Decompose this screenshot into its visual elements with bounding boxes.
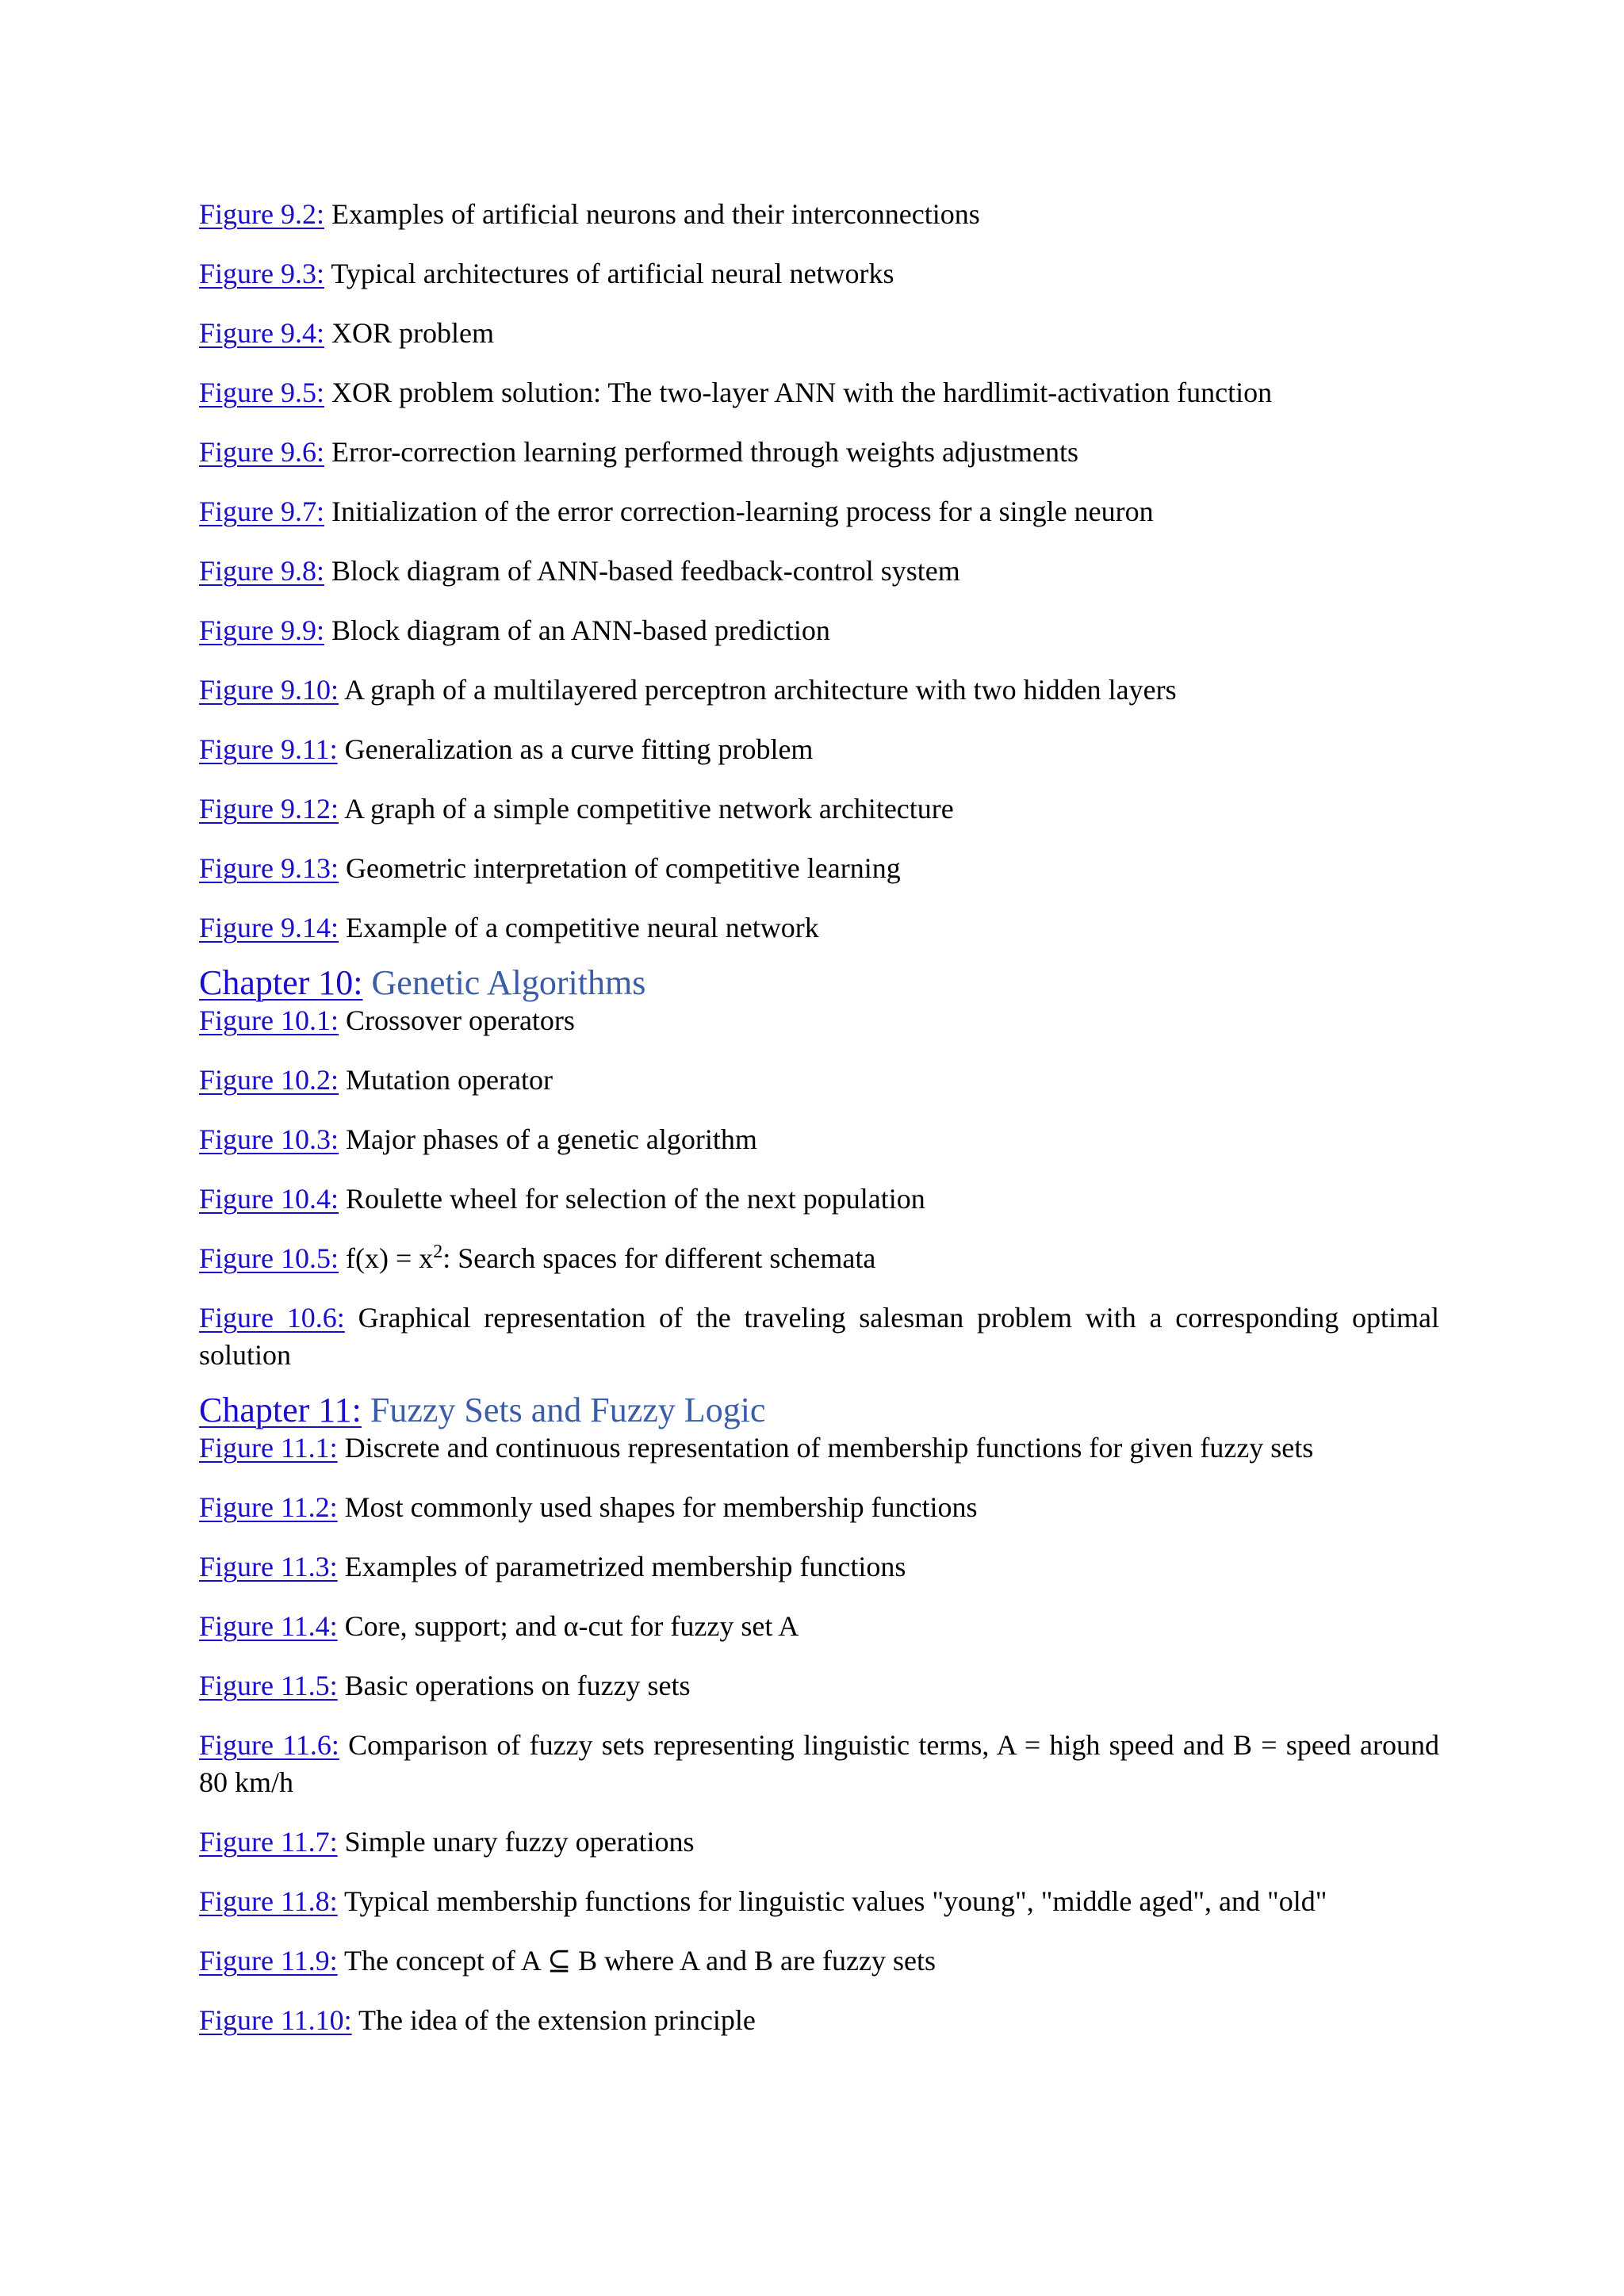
figure-caption: Major phases of a genetic algorithm	[339, 1123, 757, 1155]
figure-link[interactable]: Figure 10.4:	[199, 1183, 339, 1215]
figure-link[interactable]: Figure 9.10:	[199, 674, 339, 706]
figure-link[interactable]: Figure 9.13:	[199, 852, 339, 884]
figure-entry	[199, 731, 1439, 768]
figure-caption: Crossover operators	[339, 1004, 575, 1036]
figure-caption: Graphical representation of the traveling salesman problem with a corresponding optimal solution	[199, 1302, 1439, 1371]
chapter-heading	[199, 962, 1439, 1004]
section-chapter-9	[199, 196, 1439, 947]
figure-link[interactable]: Figure 9.7:	[199, 496, 324, 527]
figure-link[interactable]: Figure 11.5:	[199, 1670, 338, 1701]
figure-caption: Mutation operator	[339, 1064, 553, 1096]
figure-link[interactable]: Figure 9.9:	[199, 614, 324, 646]
figure-caption: Most commonly used shapes for membership functions	[337, 1491, 978, 1523]
figure-entry	[199, 1489, 1439, 1526]
figure-link[interactable]: Figure 10.5:	[199, 1242, 339, 1274]
chapter-link[interactable]: Chapter 10:	[199, 963, 363, 1002]
figure-link[interactable]: Figure 10.6:	[199, 1302, 345, 1334]
figure-list	[199, 196, 1439, 2061]
figure-link[interactable]: Figure 9.8:	[199, 555, 324, 587]
figure-link[interactable]: Figure 11.1:	[199, 1432, 338, 1464]
figure-entry	[199, 909, 1439, 947]
figure-caption: Roulette wheel for selection of the next population	[339, 1183, 925, 1215]
figure-entry	[199, 1942, 1439, 1980]
figure-entry	[199, 1062, 1439, 1099]
figure-caption: Error-correction learning performed through weights adjustments	[324, 436, 1078, 468]
figure-entry	[199, 850, 1439, 887]
figure-entry	[199, 255, 1439, 293]
figure-entry	[199, 1608, 1439, 1645]
figure-caption: Typical architectures of artificial neural networks	[324, 258, 894, 289]
figure-caption: XOR problem	[324, 317, 494, 349]
figure-entry	[199, 1667, 1439, 1705]
figure-link[interactable]: Figure 9.14:	[199, 912, 339, 943]
figure-entry	[199, 1727, 1439, 1801]
figure-entry	[199, 196, 1439, 233]
figure-caption: Examples of parametrized membership functions	[337, 1551, 906, 1582]
figure-link[interactable]: Figure 11.3:	[199, 1551, 338, 1582]
figure-caption: Generalization as a curve fitting problem	[337, 733, 814, 765]
figure-caption: The idea of the extension principle	[351, 2004, 756, 2036]
chapter-heading	[199, 1390, 1439, 1431]
figure-caption: A graph of a multilayered perceptron architecture with two hidden layers	[339, 674, 1177, 706]
figure-caption: Initialization of the error correction-learning process for a single neuron	[324, 496, 1154, 527]
figure-entry	[199, 1002, 1439, 1039]
figure-entry	[199, 1548, 1439, 1586]
figure-link[interactable]: Figure 9.4:	[199, 317, 324, 349]
chapter-title: Genetic Algorithms	[362, 963, 646, 1002]
figure-link[interactable]: Figure 11.4:	[199, 1610, 338, 1642]
figure-link[interactable]: Figure 9.2:	[199, 198, 324, 230]
figure-link[interactable]: Figure 9.12:	[199, 793, 339, 825]
figure-caption: The concept of A ⊆ B where A and B are fuzzy sets	[337, 1945, 936, 1976]
figure-link[interactable]: Figure 9.11:	[199, 733, 338, 765]
section-chapter-10	[199, 962, 1439, 1374]
figure-caption: Typical membership functions for linguistic values "young", "middle aged", and "old"	[337, 1885, 1327, 1917]
figure-entry	[199, 790, 1439, 828]
figure-caption-pre: f(x) = x	[339, 1242, 434, 1274]
figure-link[interactable]: Figure 10.2:	[199, 1064, 339, 1096]
figure-entry	[199, 612, 1439, 649]
figure-caption: Block diagram of an ANN-based prediction	[324, 614, 830, 646]
figure-caption: A graph of a simple competitive network architecture	[339, 793, 954, 825]
superscript: 2	[433, 1242, 443, 1262]
section-chapter-11	[199, 1390, 1439, 2039]
figure-entry	[199, 1121, 1439, 1158]
figure-caption: Example of a competitive neural network	[339, 912, 819, 943]
figure-caption: Examples of artificial neurons and their interconnections	[324, 198, 980, 230]
figure-link[interactable]: Figure 11.10:	[199, 2004, 352, 2036]
figure-entry	[199, 1181, 1439, 1218]
figure-entry	[199, 1429, 1439, 1467]
figure-caption: Comparison of fuzzy sets representing linguistic terms, A = high speed and B = speed around 80 km/h	[199, 1729, 1439, 1798]
figure-entry	[199, 374, 1439, 411]
figure-caption: Simple unary fuzzy operations	[337, 1826, 695, 1858]
figure-link[interactable]: Figure 11.9:	[199, 1945, 338, 1976]
figure-entry	[199, 315, 1439, 352]
figure-entry	[199, 1883, 1439, 1920]
figure-entry	[199, 2002, 1439, 2039]
figure-caption-post: : Search spaces for different schemata	[442, 1242, 876, 1274]
figure-link[interactable]: Figure 9.6:	[199, 436, 324, 468]
figure-entry	[199, 1299, 1439, 1374]
figure-link[interactable]: Figure 11.7:	[199, 1826, 338, 1858]
figure-caption: Basic operations on fuzzy sets	[337, 1670, 691, 1701]
figure-link[interactable]: Figure 11.2:	[199, 1491, 338, 1523]
figure-link[interactable]: Figure 10.3:	[199, 1123, 339, 1155]
figure-caption: Block diagram of ANN-based feedback-control system	[324, 555, 960, 587]
figure-link[interactable]: Figure 9.5:	[199, 377, 324, 408]
figure-entry	[199, 1240, 1439, 1277]
figure-link[interactable]: Figure 10.1:	[199, 1004, 339, 1036]
figure-entry	[199, 672, 1439, 709]
figure-entry	[199, 493, 1439, 530]
figure-caption: Core, support; and α-cut for fuzzy set A	[337, 1610, 799, 1642]
figure-link[interactable]: Figure 11.6:	[199, 1729, 339, 1761]
chapter-title: Fuzzy Sets and Fuzzy Logic	[361, 1391, 766, 1429]
chapter-link[interactable]: Chapter 11:	[199, 1391, 362, 1429]
figure-caption: Geometric interpretation of competitive learning	[339, 852, 901, 884]
figure-caption: XOR problem solution: The two-layer ANN with the hardlimit-activation function	[324, 377, 1273, 408]
figure-caption: Discrete and continuous representation of membership functions for given fuzzy sets	[337, 1432, 1314, 1464]
figure-link[interactable]: Figure 11.8:	[199, 1885, 338, 1917]
figure-entry	[199, 1823, 1439, 1861]
figure-entry	[199, 553, 1439, 590]
figure-link[interactable]: Figure 9.3:	[199, 258, 324, 289]
figure-entry	[199, 434, 1439, 471]
